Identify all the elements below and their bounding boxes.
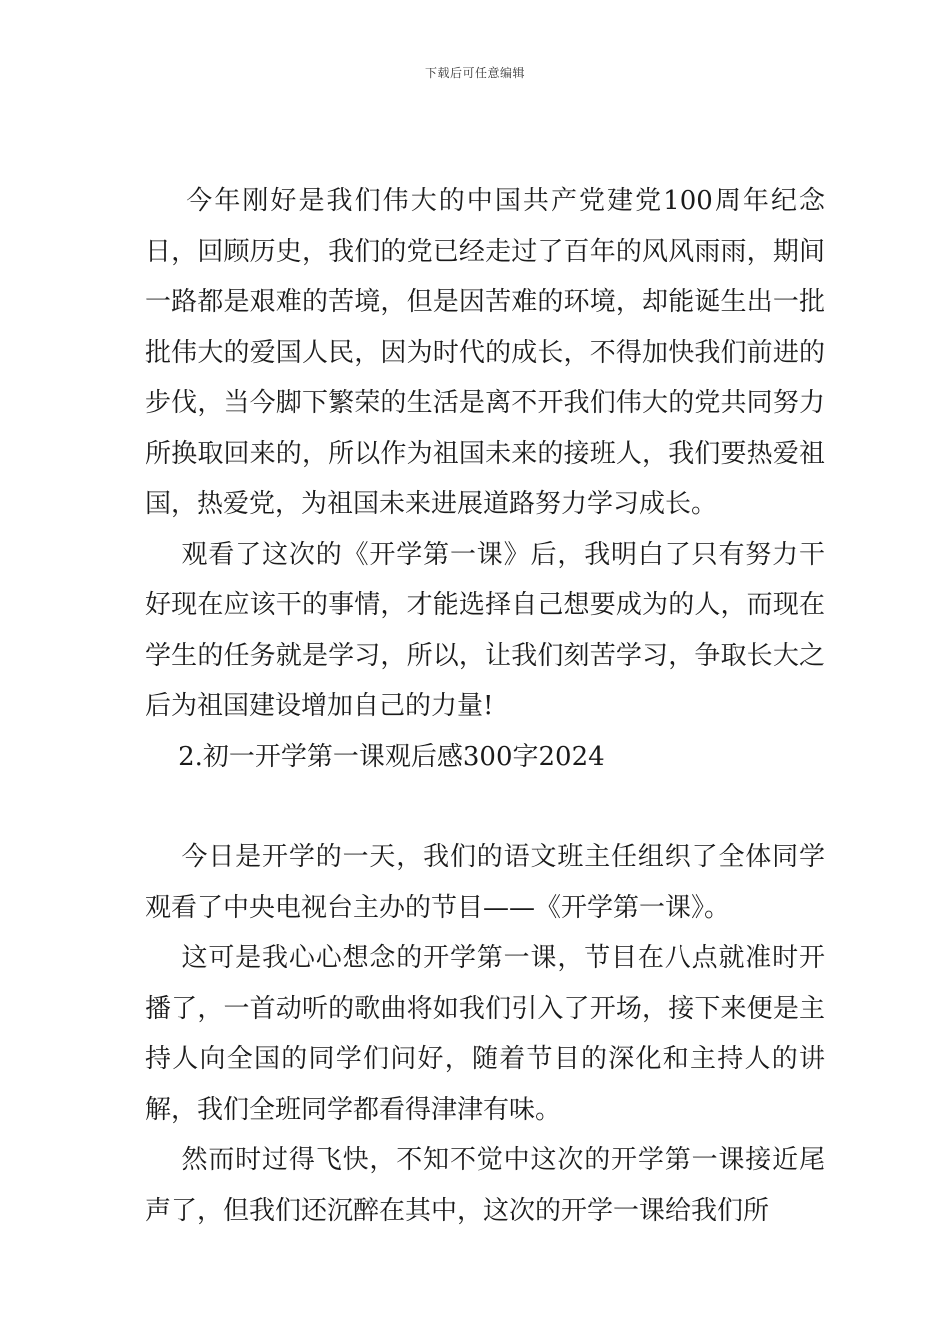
page-header: 下载后可任意编辑 bbox=[424, 66, 525, 80]
section-heading: 2.初一开学第一课观后感300字2024 bbox=[145, 741, 605, 772]
paragraph-program-end: 然而时过得飞快，不知不觉中这次的开学第一课接近尾声了，但我们还沉醉在其中，这次的开学一课给我们所 bbox=[145, 1145, 825, 1226]
paragraph-first-lesson-reflection: 观看了这次的《开学第一课》后，我明白了只有努力干好现在应该干的事情，才能选择自己想要成为的人，而现在学生的任务就是学习，所以，让我们刻苦学习，争取长大之后为祖国建设增加自己的力量! bbox=[145, 539, 825, 721]
paragraph-school-start: 今日是开学的一天，我们的语文班主任组织了全体同学观看了中央电视台主办的节目——《开学第一课》。 bbox=[145, 842, 825, 923]
paragraph-party-anniversary: 今年刚好是我们伟大的中国共产党建党100周年纪念日，回顾历史，我们的党已经走过了百年的风风雨雨，期间一路都是艰难的苦境，但是因苦难的环境，却能诞生出一批批伟大的爱国人民，因为时代的成长，不得加快我们前进的步伐，当今脚下繁荣的生活是离不开我们伟大的党共同努力所换取回来的，所以作为祖国未来的接班人，我们要热爱祖国，热爱党，为祖国未来进展道路努力学习成长。 bbox=[145, 186, 825, 519]
document-body bbox=[145, 176, 825, 1236]
paragraph-program-start: 这可是我心心想念的开学第一课，节目在八点就准时开播了，一首动听的歌曲将如我们引入了开场，接下来便是主持人向全国的同学们问好，随着节目的深化和主持人的讲解，我们全班同学都看得津津有味。 bbox=[145, 943, 825, 1125]
blank-line bbox=[145, 782, 825, 832]
